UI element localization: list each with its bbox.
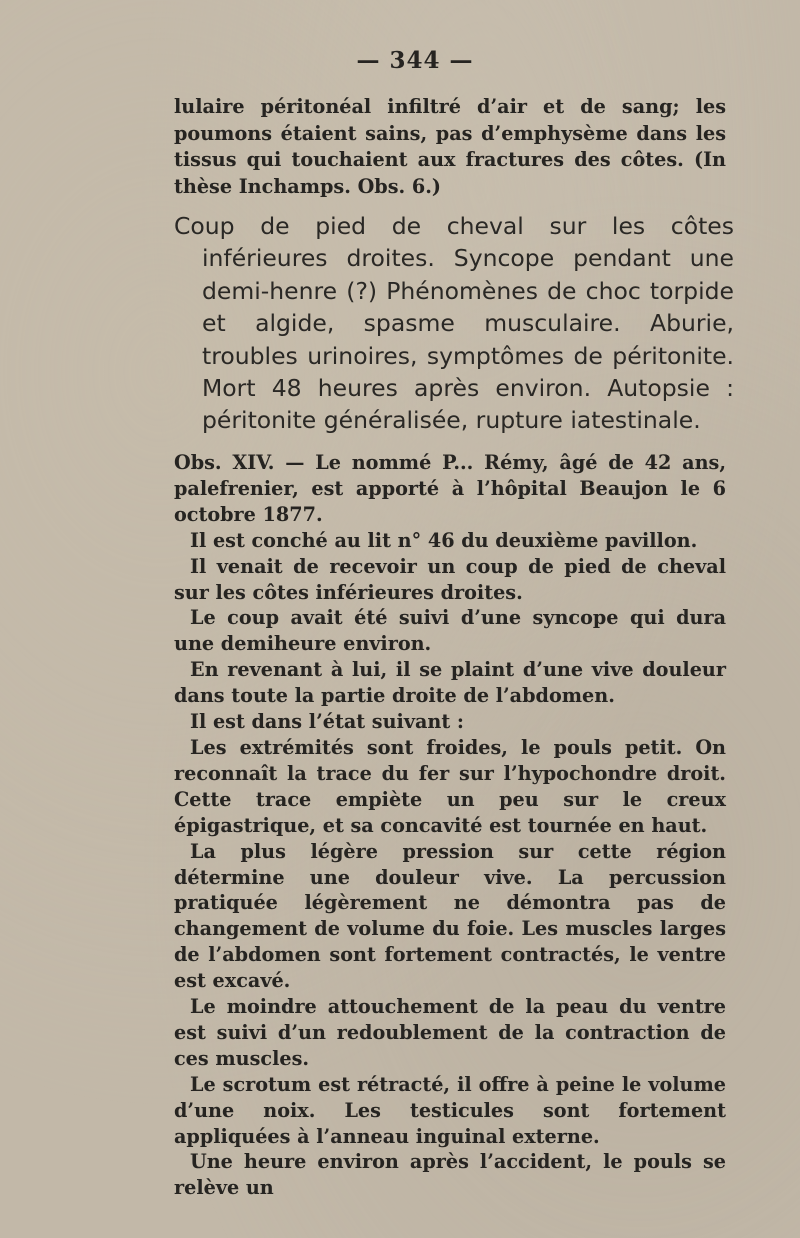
observation-paragraph: Les extrémités sont froides, le pouls petit. On reconnaît la trace du fer sur l’hypochondre droit. Cette trace empiète un peu sur le creux épigastrique, et sa concavité est tournée en haut.: [174, 735, 726, 837]
observation-paragraph: Obs. XIV. — Le nommé P... Rémy, âgé de 42 ans, palefrenier, est apporté à l’hôpital Beaujon le 6 octobre 1877.: [174, 451, 726, 526]
observation-paragraph: Il venait de recevoir un coup de pied de cheval sur les côtes inférieures droites.: [174, 554, 726, 604]
observation-block: [174, 450, 726, 1201]
page-number: — 344 —: [356, 47, 474, 74]
section-heading: Coup de pied de cheval sur les côtes inférieures droites. Syncope pendant une demi-henre (?) Phénomènes de choc torpide et algide, spasme musculaire. Aburie, troubles urinoires, symptômes de péritonite. Mort 48 heures après environ. Autopsie : péritonite généralisée, rupture iatestinale.: [174, 212, 734, 435]
observation-paragraph: En revenant à lui, il se plaint d’une vive douleur dans toute la partie droite de l’abdomen.: [174, 658, 726, 708]
observation-paragraph: Il est conché au lit n° 46 du deuxième pavillon.: [190, 528, 698, 552]
observation-paragraph: Il est dans l’état suivant :: [190, 710, 464, 734]
observation-paragraph: Le moindre attouchement de la peau du ventre est suivi d’un redoublement de la contraction de ces muscles.: [174, 995, 726, 1070]
observation-paragraph: Le scrotum est rétracté, il offre à peine le volume d’une noix. Les testicules sont fortement appliquées à l’anneau inguinal externe.: [174, 1072, 726, 1148]
intro-paragraph-block: [174, 94, 726, 200]
observation-paragraph: Une heure environ après l’accident, le pouls se relève un: [174, 1150, 726, 1200]
observation-paragraph: La plus légère pression sur cette région détermine une douleur vive. La percussion pratiquée légèrement ne démontra pas de changement de volume du foie. Les muscles larges de l’abdomen sont fortement contractés, le ventre est excavé.: [174, 839, 726, 993]
intro-paragraph: lulaire péritonéal infiltré d’air et de sang; les poumons étaient sains, pas d’emphysème dans les tissus qui touchaient aux fractures des côtes. (In thèse Inchamps. Obs. 6.): [174, 95, 726, 198]
observation-paragraph: Le coup avait été suivi d’une syncope qui dura une demiheure environ.: [174, 606, 726, 656]
